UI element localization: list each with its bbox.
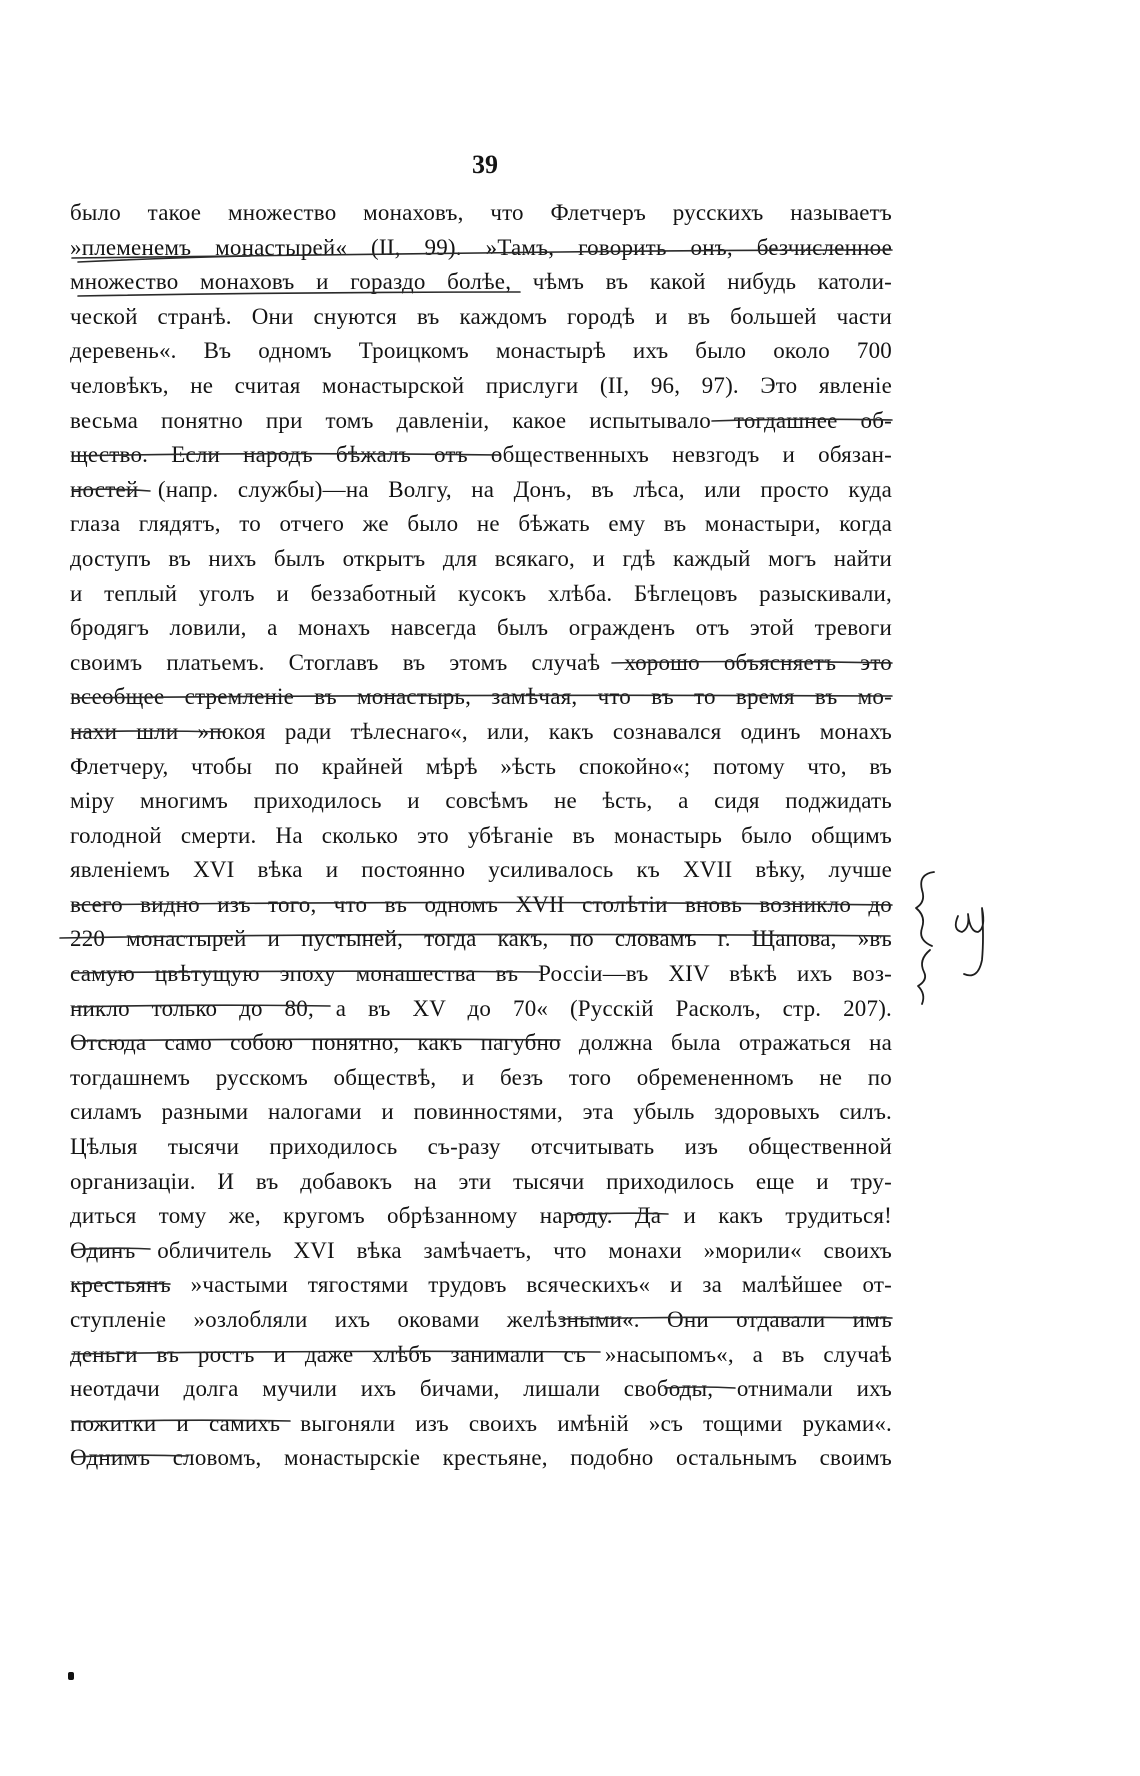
text-line: никло только до 80, а въ XV до 70« (Русскій Расколъ, стр. 207).: [70, 995, 892, 1021]
text-line: своимъ платьемъ. Стоглавъ въ этомъ случаѣ хорошо объясняетъ это: [70, 649, 892, 675]
text-line: ностей (напр. службы)—на Волгу, на Донъ, въ лѣса, или просто куда: [70, 476, 892, 502]
bracket-mark: [918, 950, 930, 1004]
text-line: всего видно изъ того, что въ одномъ XVII столѣтіи вновь возникло до: [70, 891, 892, 917]
text-line: деньги въ ростъ и даже хлѣбъ занимали съ »насыпомъ«, а въ случаѣ: [70, 1341, 892, 1367]
text-line: Цѣлыя тысячи приходилось съ-разу отсчитывать изъ общественной: [70, 1134, 892, 1160]
text-line: ческой странѣ. Они снуются въ каждомъ городѣ и въ большей части: [70, 303, 892, 329]
text-line: силамъ разными налогами и повинностями, эта убыль здоровыхъ силъ.: [70, 1099, 892, 1125]
text-line: щество. Если народъ бѣжалъ отъ общественныхъ невзгодъ и обязан-: [70, 442, 892, 468]
text-line: человѣкъ, не считая монастырской прислуги (II, 96, 97). Это явленіе: [70, 372, 892, 398]
bracket-mark: [916, 872, 934, 946]
text-line: деревень«. Въ одномъ Троицкомъ монастырѣ ихъ было около 700: [70, 338, 892, 364]
text-line: Флетчеру, чтобы по крайней мѣрѣ »ѣсть спокойно«; потому что, въ: [70, 753, 892, 779]
text-line: крестьянъ »частыми тягостями трудовъ всяческихъ« и за малѣйшее от-: [70, 1272, 892, 1298]
text-line: глаза глядятъ, то отчего же было не бѣжать ему въ монастыри, когда: [70, 511, 892, 537]
text-line: диться тому же, кругомъ обрѣзанному народу. Да и какъ трудиться!: [70, 1203, 892, 1229]
text-line: всеобщее стремленіе въ монастырь, замѣчая, что въ то время въ мо-: [70, 684, 892, 710]
text-line: весьма понятно при томъ давленіи, какое испытывало тогдашнее об-: [70, 407, 892, 433]
text-line: 220 монастырей и пустыней, тогда какъ, по словамъ г. Щапова, »въ: [70, 926, 892, 952]
handwritten-mark: [956, 908, 984, 975]
text-line: множество монаховъ и гораздо болѣе, чѣмъ въ какой нибудь католи-: [70, 269, 892, 295]
text-line: бродягъ ловили, а монахъ навсегда былъ огражденъ отъ этой тревоги: [70, 615, 892, 641]
text-line: было такое множество монаховъ, что Флетчеръ русскихъ называетъ: [70, 200, 892, 225]
page-number: 39: [472, 150, 498, 179]
text-line: самую цвѣтущую эпоху монашества въ Россіи—въ XIV вѣкѣ ихъ воз-: [70, 961, 892, 987]
text-line: міру многимъ приходилось и совсѣмъ не ѣсть, а сидя поджидать: [70, 788, 892, 814]
text-line: Отсюда само собою понятно, какъ пагубно должна была отражаться на: [70, 1030, 892, 1056]
text-line: голодной смерти. На сколько это убѣганіе въ монастырь было общимъ: [70, 822, 892, 848]
ink-speck: [68, 1672, 74, 1680]
text-line: неотдачи долга мучили ихъ бичами, лишали свободы, отнимали ихъ: [70, 1376, 892, 1402]
text-line: пожитки и самихъ выгоняли изъ своихъ имѣній »съ тощими руками«.: [70, 1410, 892, 1436]
text-line: »племенемъ монастырей« (II, 99). »Тамъ, говорить онъ, безчисленное: [70, 234, 892, 260]
margin-annotation-mark: [912, 868, 1012, 1018]
text-line: Одинъ обличитель XVI вѣка замѣчаетъ, что монахи »морили« своихъ: [70, 1237, 892, 1263]
body-text: [70, 196, 892, 1476]
text-line: явленіемъ XVI вѣка и постоянно усиливалось къ XVII вѣку, лучше: [70, 857, 892, 883]
text-line: и теплый уголъ и беззаботный кусокъ хлѣба. Бѣглецовъ разыскивали,: [70, 580, 892, 606]
text-line: тогдашнемъ русскомъ обществѣ, и безъ того обремененномъ не по: [70, 1064, 892, 1090]
text-line: доступъ въ нихъ былъ открытъ для всякаго, и гдѣ каждый могъ найти: [70, 545, 892, 571]
text-line: Однимъ словомъ, монастырскіе крестьяне, подобно остальнымъ своимъ: [70, 1445, 892, 1471]
text-line: ступленіе »озлобляли ихъ оковами желѣзными«. Они отдавали имъ: [70, 1307, 892, 1332]
text-line: нахи шли »покоя ради тѣлеснаго«, или, какъ сознавался одинъ монахъ: [70, 718, 892, 744]
text-line: организаціи. И въ добавокъ на эти тысячи приходилось еще и тру-: [70, 1168, 892, 1194]
